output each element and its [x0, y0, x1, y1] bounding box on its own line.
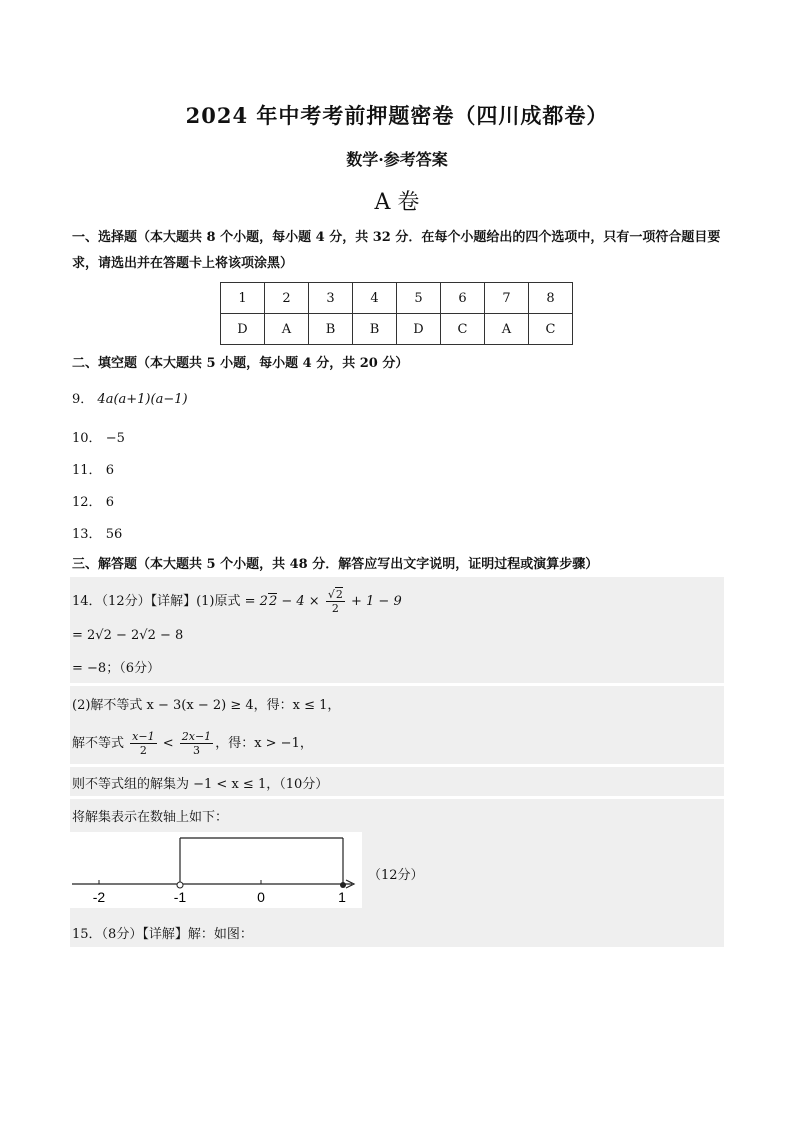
table-cell: 5	[397, 283, 441, 314]
table-cell: C	[529, 314, 573, 345]
q15-heading: 15．（8分）【详解】解：如图：	[72, 927, 253, 942]
q14-step1: = 2√2 − 2√2 − 8	[72, 628, 184, 643]
table-cell: B	[353, 314, 397, 345]
section3-heading: 三、解答题（本大题共 5 个小题，共 48 分．解答应写出文字说明，证明过程或演算步骤）	[72, 557, 599, 572]
part-label: A 卷	[374, 190, 420, 215]
tick-label: -2	[92, 889, 106, 905]
figure-background	[70, 832, 362, 908]
tick-label: -1	[173, 889, 187, 905]
section1-heading: 一、选择题（本大题共 8 个小题，每小题 4 分，共 32 分．在每个小题给出的四个选项中，只有一项符合题目要求，请选出并在答题卡上将该项涂黑）	[72, 230, 721, 271]
table-cell: D	[221, 314, 265, 345]
sqrt2-over-2-fraction: $\frac{√2}{2}$	[327, 588, 343, 615]
table-cell: 8	[529, 283, 573, 314]
table-cell: A	[265, 314, 309, 345]
q14-numberline-intro: 将解集表示在数轴上如下：	[72, 810, 229, 825]
table-cell: 7	[485, 283, 529, 314]
table-cell: A	[485, 314, 529, 345]
answer-table	[220, 282, 573, 345]
q14-part2-line1: (2)解不等式 x − 3(x − 2) ≥ 4，得：x ≤ 1，	[72, 698, 341, 713]
fraction-2x-minus-1-over-3: $\frac{2x-1}{3}$	[181, 730, 212, 757]
fraction-x-minus-1-over-2: $\frac{x-1}{2}$	[132, 730, 155, 757]
table-cell: 3	[309, 283, 353, 314]
answer-table-number-row	[221, 283, 573, 314]
table-cell: 4	[353, 283, 397, 314]
closed-endpoint	[340, 882, 346, 888]
tick-label: 1	[338, 889, 346, 905]
fill-answer-10: 10． −5	[72, 431, 125, 446]
table-cell: 6	[441, 283, 485, 314]
q14-part2-line2: 解不等式 $\frac{x-1}{2}$ < $\frac{2x-1}{3}$ ，得：x > −1，	[72, 730, 313, 757]
fill-answer-9: 9． 4a(a+1)(a−1)	[72, 392, 188, 407]
page-subtitle: 数学·参考答案	[346, 150, 448, 169]
q14-part1-line: 14．（12分）【详解】(1)原式 = 22 − 4 × $\frac{√2}{2}$ + 1 − 9	[72, 588, 402, 615]
table-cell: D	[397, 314, 441, 345]
open-endpoint	[177, 882, 183, 888]
q14-step2: = −8；（6分）	[72, 661, 160, 676]
q14-solution-set: 则不等式组的解集为 −1 < x ≤ 1，（10分）	[72, 777, 329, 792]
fill-answer-11: 11． 6	[72, 463, 114, 478]
fill-answer-13: 13． 56	[72, 527, 123, 542]
page-title: 2024 年中考考前押题密卷（四川成都卷）	[185, 103, 609, 128]
number-line-figure	[70, 832, 362, 908]
table-cell: C	[441, 314, 485, 345]
table-cell: 1	[221, 283, 265, 314]
fill-answer-12: 12． 6	[72, 495, 114, 510]
q14-score-note: （12分）	[368, 868, 424, 883]
table-cell: 2	[265, 283, 309, 314]
answer-table-answer-row	[221, 314, 573, 345]
section2-heading: 二、填空题（本大题共 5 小题，每小题 4 分，共 20 分）	[72, 356, 409, 371]
table-cell: B	[309, 314, 353, 345]
tick-label: 0	[257, 889, 265, 905]
